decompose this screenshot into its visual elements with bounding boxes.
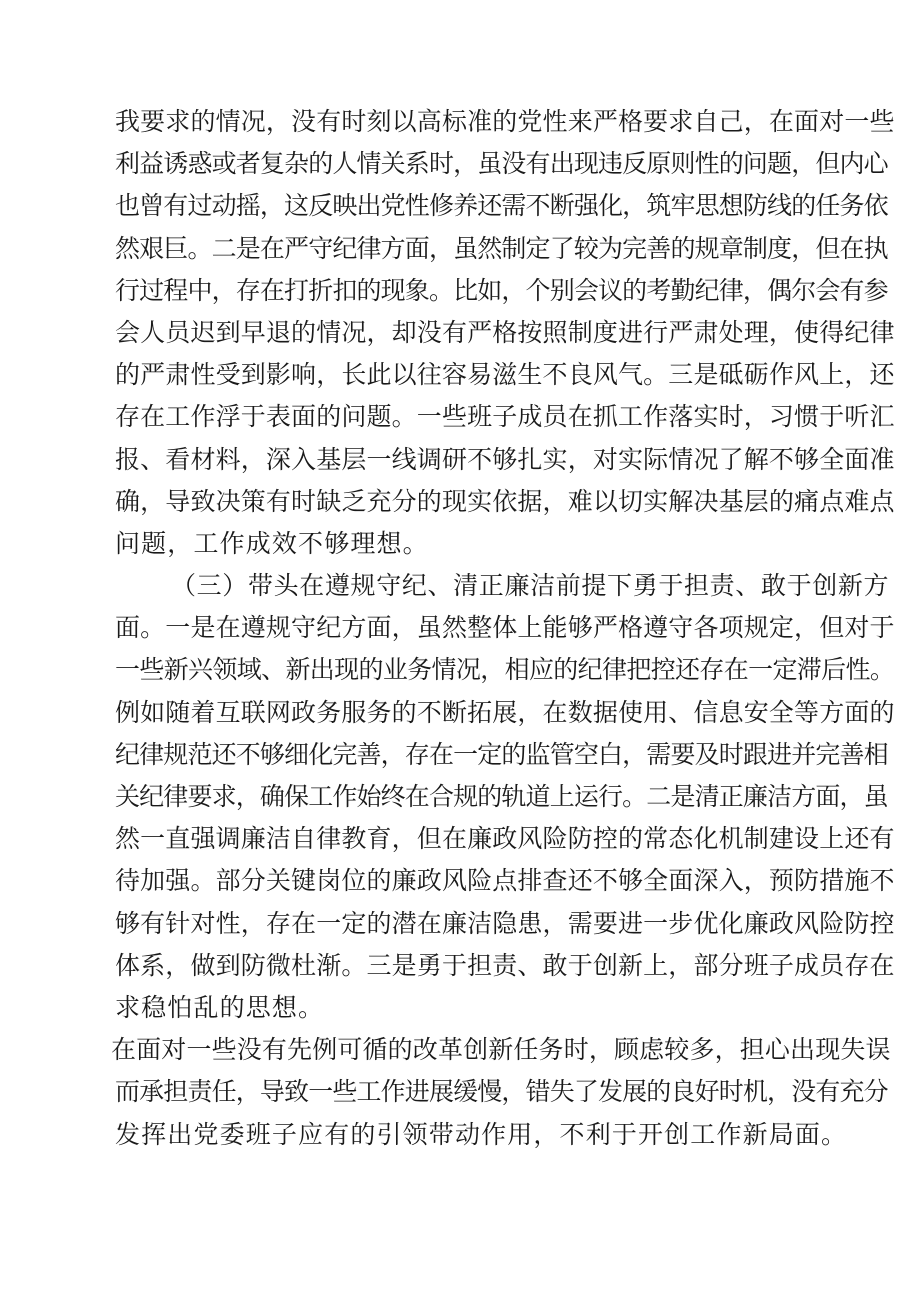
text-line-17: 关纪律要求，确保工作始终在合规的轨道上运行。二是清正廉洁方面，虽 <box>115 782 888 811</box>
text-line-16: 纪律规范还不够细化完善，存在一定的监管空白，需要及时跟进并完善相 <box>115 739 888 769</box>
text-line-8: 存在工作浮于表面的问题。一些班子成员在抓工作落实时，习惯于听汇 <box>115 402 895 432</box>
text-line-21: 体系，做到防微杜渐。三是勇于担责、敢于创新上，部分班子成员存在 <box>115 950 895 980</box>
text-line-25: 发挥出党委班子应有的引领带动作用，不利于开创工作新局面。 <box>115 1119 848 1149</box>
text-line-2: 利益诱惑或者复杂的人情关系时，虽没有出现违反原则性的问题，但内心 <box>115 149 888 179</box>
text-line-7: 的严肃性受到影响，长此以往容易滋生不良风气。三是砥砺作风上，还 <box>115 360 895 390</box>
text-line-20: 够有针对性，存在一定的潜在廉洁隐患，需要进一步优化廉政风险防控 <box>115 908 895 938</box>
text-line-9: 报、看材料，深入基层一线调研不够扎实，对实际情况了解不够全面准 <box>115 444 895 474</box>
text-line-3: 也曾有过动摇，这反映出党性修养还需不断强化，筑牢思想防线的任务依 <box>115 191 888 221</box>
text-line-22: 求稳怕乱的思想。 <box>115 992 325 1022</box>
text-line-24: 而承担责任，导致一些工作进展缓慢，错失了发展的良好时机，没有充分 <box>115 1077 888 1107</box>
document-body <box>111 101 895 1156</box>
text-line-19: 待加强。部分关键岗位的廉政风险点排查还不够全面深入，预防措施不 <box>115 866 895 896</box>
text-line-15: 例如随着互联网政务服务的不断拓展，在数据使用、信息安全等方面的 <box>115 697 895 727</box>
text-line-11: 问题，工作成效不够理想。 <box>115 528 429 558</box>
text-line-23: 在面对一些没有先例可循的改革创新任务时，顾虑较多，担心出现失误 <box>111 1035 891 1065</box>
text-line-10: 确，导致决策有时缺乏充分的现实依据，难以切实解决基层的痛点难点 <box>115 486 895 516</box>
text-line-6: 会人员迟到早退的情况，却没有严格按照制度进行严肃处理，使得纪律 <box>115 317 895 347</box>
text-line-18: 然一直强调廉洁自律教育，但在廉政风险防控的常态化机制建设上还有 <box>115 824 895 854</box>
text-line-5: 行过程中，存在打折扣的现象。比如，个别会议的考勤纪律，偶尔会有参 <box>115 275 888 305</box>
text-line-13: 面。一是在遵规守纪方面，虽然整体上能够严格遵守各项规定，但对于 <box>115 613 895 643</box>
text-line-14: 一些新兴领域、新出现的业务情况，相应的纪律把控还存在一定滞后性。 <box>115 655 895 685</box>
text-line-4: 然艰巨。二是在严守纪律方面，虽然制定了较为完善的规章制度，但在执 <box>115 233 888 263</box>
text-line-1: 我要求的情况，没有时刻以高标准的党性来严格要求自己，在面对一些 <box>115 107 895 136</box>
section-heading-3: （三）带头在遵规守纪、清正廉洁前提下勇于担责、敢于创新方 <box>171 571 890 601</box>
